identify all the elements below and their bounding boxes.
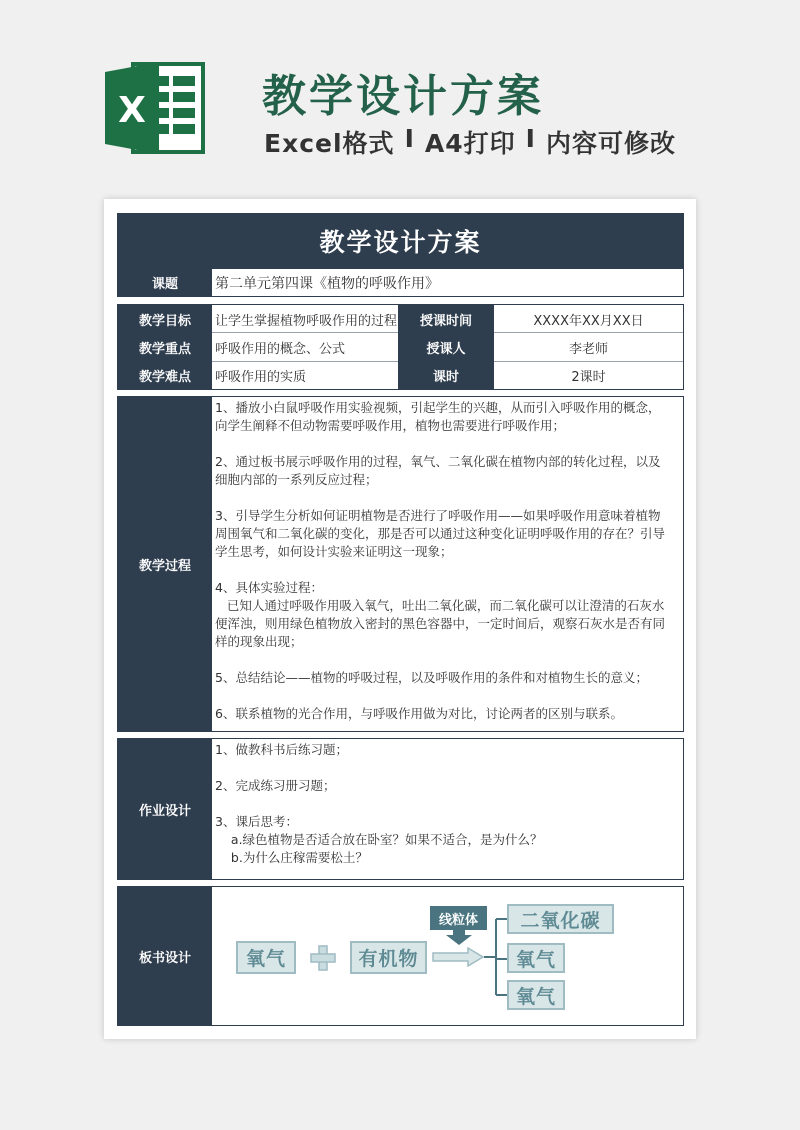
subtitle-part: A4打印 <box>424 129 516 158</box>
homework-text: 1、做教科书后练习题； 2、完成练习册习题； 3、课后思考： a.绿色植物是否适合放在卧室？如果不适合，是为什么？ b.为什么庄稼需要松土？ <box>215 742 543 865</box>
key-value[interactable]: 呼吸作用的概念、公式 <box>215 342 346 357</box>
difficulty-label: 教学难点 <box>118 362 212 389</box>
excel-logo-icon <box>103 58 207 158</box>
topic-value[interactable]: 第二单元第四课《植物的呼吸作用》 <box>215 275 439 292</box>
oxygen-output-box: 氧气 <box>507 943 565 973</box>
logo-letter: X <box>118 90 146 131</box>
process-text: 1、播放小白鼠呼吸作用实验视频，引起学生的兴趣，从而引入呼吸作用的概念， 向学生阐释不但动物需要呼吸作用，植物也需要进行呼吸作用； 2、通过板书展示呼吸作用的过程，氧气、二氧化碳在植物内部的转化过程，以及 细胞内部的一系列反应过程； 3、引导学生分析如何证明植物是否进行了呼吸作用——如果呼吸作用意味着植物 周围氧气和二氧化碳的变化，那是否可以通过这种变化证明呼吸作用的存在？引导 学生思考，如何设计实验来证明这一现象； 4、具体实验过程： 已知人通过呼吸作用吸入氧气，吐出二氧化碳，而二氧化碳可以让澄清的石灰水 便浑浊，则用绿色植物放入密封的黑色容器中，一定时间后，观察石灰水是否有同 样的现象出现； 5、总结结论——植物的呼吸过程，以及呼吸作用的条件和对植物生长的意义； 6、联系植物的光合作用，与呼吸作用做为对比，讨论两者的区别与联系。 <box>215 400 666 721</box>
homework-section <box>117 738 684 880</box>
oxygen-output-box: 氧气 <box>507 980 565 1010</box>
right-arrow-icon <box>432 947 484 967</box>
time-value[interactable]: XXXX年XX月XX日 <box>533 313 644 329</box>
homework-text-area[interactable] <box>215 741 681 877</box>
teacher-label: 授课人 <box>398 333 494 362</box>
document-title: 教学设计方案 <box>117 213 684 268</box>
homework-label: 作业设计 <box>118 739 212 879</box>
topic-row <box>117 268 684 297</box>
oxygen-box: 氧气 <box>236 941 296 974</box>
hours-value[interactable]: 2课时 <box>571 370 606 385</box>
subtitle-part: 内容可修改 <box>545 129 676 158</box>
plus-icon <box>309 944 337 972</box>
process-label: 教学过程 <box>118 397 212 731</box>
difficulty-value[interactable]: 呼吸作用的实质 <box>215 370 307 385</box>
hero-subtitle <box>264 124 676 160</box>
hours-label: 课时 <box>398 362 494 389</box>
branch-connector <box>484 915 508 997</box>
info-grid <box>117 304 684 390</box>
grid-divider <box>494 361 683 362</box>
grid-divider <box>494 332 683 333</box>
topic-label: 课题 <box>118 269 212 296</box>
process-text-area[interactable] <box>215 399 681 729</box>
mitochondria-label: 线粒体 <box>430 906 487 930</box>
goal-value[interactable]: 让学生掌握植物呼吸作用的过程 <box>215 313 398 329</box>
hero-title: 教学设计方案 <box>262 71 544 122</box>
board-label: 板书设计 <box>118 887 212 1025</box>
down-arrow-icon <box>446 929 472 945</box>
organic-box: 有机物 <box>350 941 427 974</box>
grid-divider <box>212 332 398 333</box>
subtitle-separator: I <box>404 124 415 153</box>
time-label: 授课时间 <box>398 305 494 333</box>
teacher-value[interactable]: 李老师 <box>568 342 608 357</box>
goal-label: 教学目标 <box>118 305 212 333</box>
grid-divider <box>212 361 398 362</box>
co2-box: 二氧化碳 <box>507 904 614 934</box>
process-section <box>117 396 684 732</box>
subtitle-part: Excel格式 <box>264 129 395 158</box>
key-label: 教学重点 <box>118 333 212 362</box>
subtitle-separator: I <box>525 124 536 153</box>
